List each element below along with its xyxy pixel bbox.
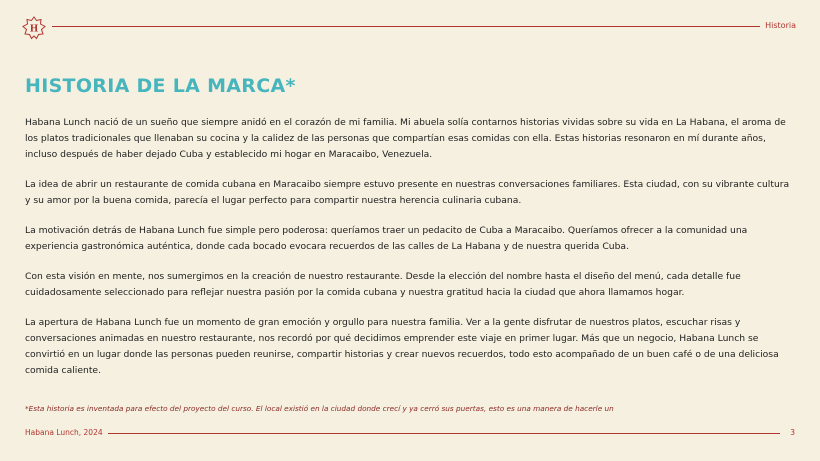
header-divider	[52, 26, 760, 27]
story-paragraph: La idea de abrir un restaurante de comida cubana en Maracaibo siempre estuvo presente en nuestras conversaciones familiares. Esta ciudad, con su vibrante cultura y su amor por la buena comida, parecía el lugar perfecto para compartir nuestra herencia culinaria cubana.	[25, 179, 790, 206]
story-paragraph: Con esta visión en mente, nos sumergimos en la creación de nuestro restaurante. Desde la elección del nombre hasta el diseño del menú, cada detalle fue cuidadosamente seleccionado para reflejar nuestra pasión por la comida cubana y nuestra gratitud hacia la ciudad que ahora llamamos hogar.	[25, 271, 741, 298]
story-body	[25, 115, 795, 393]
page-title: HISTORIA DE LA MARCA*	[25, 75, 296, 97]
story-paragraph: La motivación detrás de Habana Lunch fue simple pero poderosa: queríamos traer un pedacito de Cuba a Maracaibo. Queríamos ofrecer a la comunidad una experiencia gastronómica auténtica, donde cada bocado evocara recuerdos de las calles de La Habana y de nuestra querida Cuba.	[25, 225, 748, 252]
footnote: *Esta historia es inventada para efecto del proyecto del curso. El local existió en la ciudad donde crecí y ya cerró sus puertas, esto es una manera de hacerle un	[25, 404, 614, 413]
footer-divider	[108, 433, 780, 434]
logo-letter: H	[29, 24, 39, 35]
brand-logo	[22, 16, 46, 40]
page-number: 3	[790, 428, 795, 437]
section-label: Historia	[765, 21, 796, 30]
story-paragraph: Habana Lunch nació de un sueño que siempre anidó en el corazón de mi familia. Mi abuela solía contarnos historias vividas sobre su vida en La Habana, el aroma de los platos tradicionales que llenaban su cocina y la calidez de las personas que compartían esas comidas con ella. Estas historias resonaron en mí durante años, incluso después de haber dejado Cuba y establecido mi hogar en Maracaibo, Venezuela.	[25, 117, 786, 160]
story-paragraph: La apertura de Habana Lunch fue un momento de gran emoción y orgullo para nuestra familia. Ver a la gente disfrutar de nuestros platos, escuchar risas y conversaciones animadas en nuestro restaurante, nos recordó por qué decidimos emprender este viaje en primer lugar. Más que un negocio, Habana Lunch se convirtió en un lugar donde las personas pueden reunirse, compartir historias y crear nuevos recuerdos, todo esto acompañado de un buen café o de una deliciosa comida caliente.	[25, 317, 779, 376]
footer-brand: Habana Lunch, 2024	[25, 428, 103, 437]
